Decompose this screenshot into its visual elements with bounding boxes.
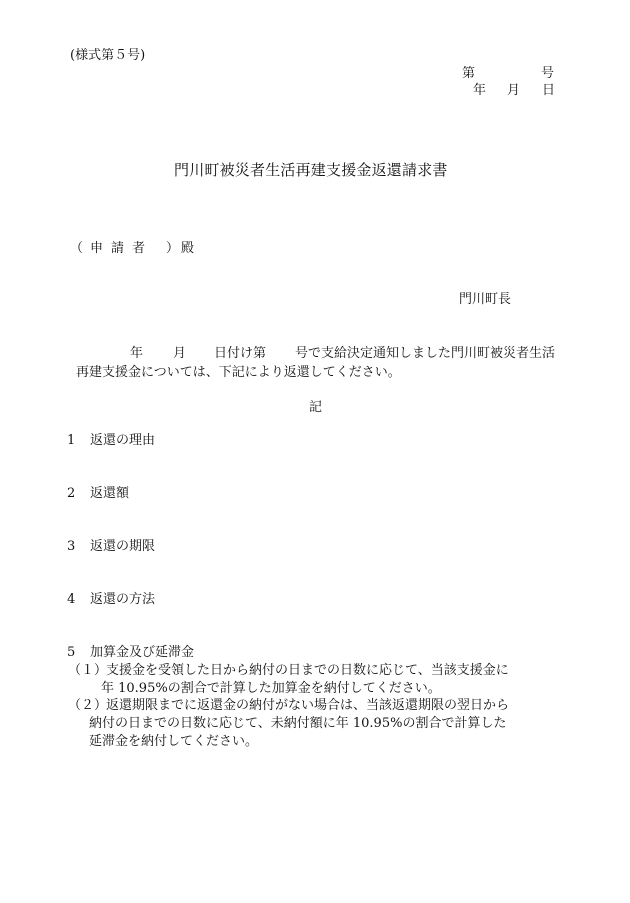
item-number: 5 <box>67 645 76 660</box>
item-number: 1 <box>67 433 76 448</box>
item-number: 2 <box>67 486 76 501</box>
provision-text-line: 年 10.95%の割合で計算した加算金を納付してください。 <box>101 681 441 696</box>
intro-line-2: 再建支援金については、下記により返還してください。 <box>76 365 401 380</box>
issuer-name: 門川町長 <box>459 292 512 307</box>
intro-number-text: 号で支給決定通知しました門川町被災者生活 <box>295 346 556 361</box>
date-day-label: 日 <box>542 83 556 98</box>
form-number: (様式第５号) <box>70 48 146 63</box>
intro-day-dated: 日付け第 <box>214 346 267 361</box>
addressee-honorific: 殿 <box>181 241 195 256</box>
addressee-name: 申請者 <box>90 241 154 256</box>
document-number-suffix: 号 <box>541 66 555 81</box>
item-label-method: 返還の方法 <box>90 592 156 607</box>
provision-text-line: 納付の日までの日数に応じて、未納付額に年 10.95%の割合で計算した <box>89 716 507 731</box>
ki-heading: 記 <box>309 400 323 415</box>
addressee-open-paren: （ <box>70 241 84 256</box>
provision-number: （１） <box>68 663 108 678</box>
document-number-prefix: 第 <box>462 66 476 81</box>
provision-text-line: 返還期限までに返還金の納付がない場合は、当該返還期限の翌日から <box>106 698 510 713</box>
provision-text-line: 延滞金を納付してください。 <box>89 734 259 749</box>
item-label-deadline: 返還の期限 <box>90 539 156 554</box>
addressee-close-paren: ） <box>166 241 180 256</box>
intro-year-label: 年 <box>130 346 144 361</box>
item-number: 3 <box>67 539 76 554</box>
item-label-reason: 返還の理由 <box>90 433 156 448</box>
intro-month-label: 月 <box>173 346 187 361</box>
item-label-amount: 返還額 <box>90 486 130 501</box>
item-label-surcharge: 加算金及び延滞金 <box>90 645 195 660</box>
provision-number: （２） <box>68 698 108 713</box>
provision-text-line: 支援金を受領した日から納付の日までの日数に応じて、当該支援金に <box>106 663 509 678</box>
item-number: 4 <box>67 592 76 607</box>
date-year-label: 年 <box>473 83 487 98</box>
document-title: 門川町被災者生活再建支援金返還請求書 <box>174 161 448 179</box>
date-month-label: 月 <box>507 83 521 98</box>
